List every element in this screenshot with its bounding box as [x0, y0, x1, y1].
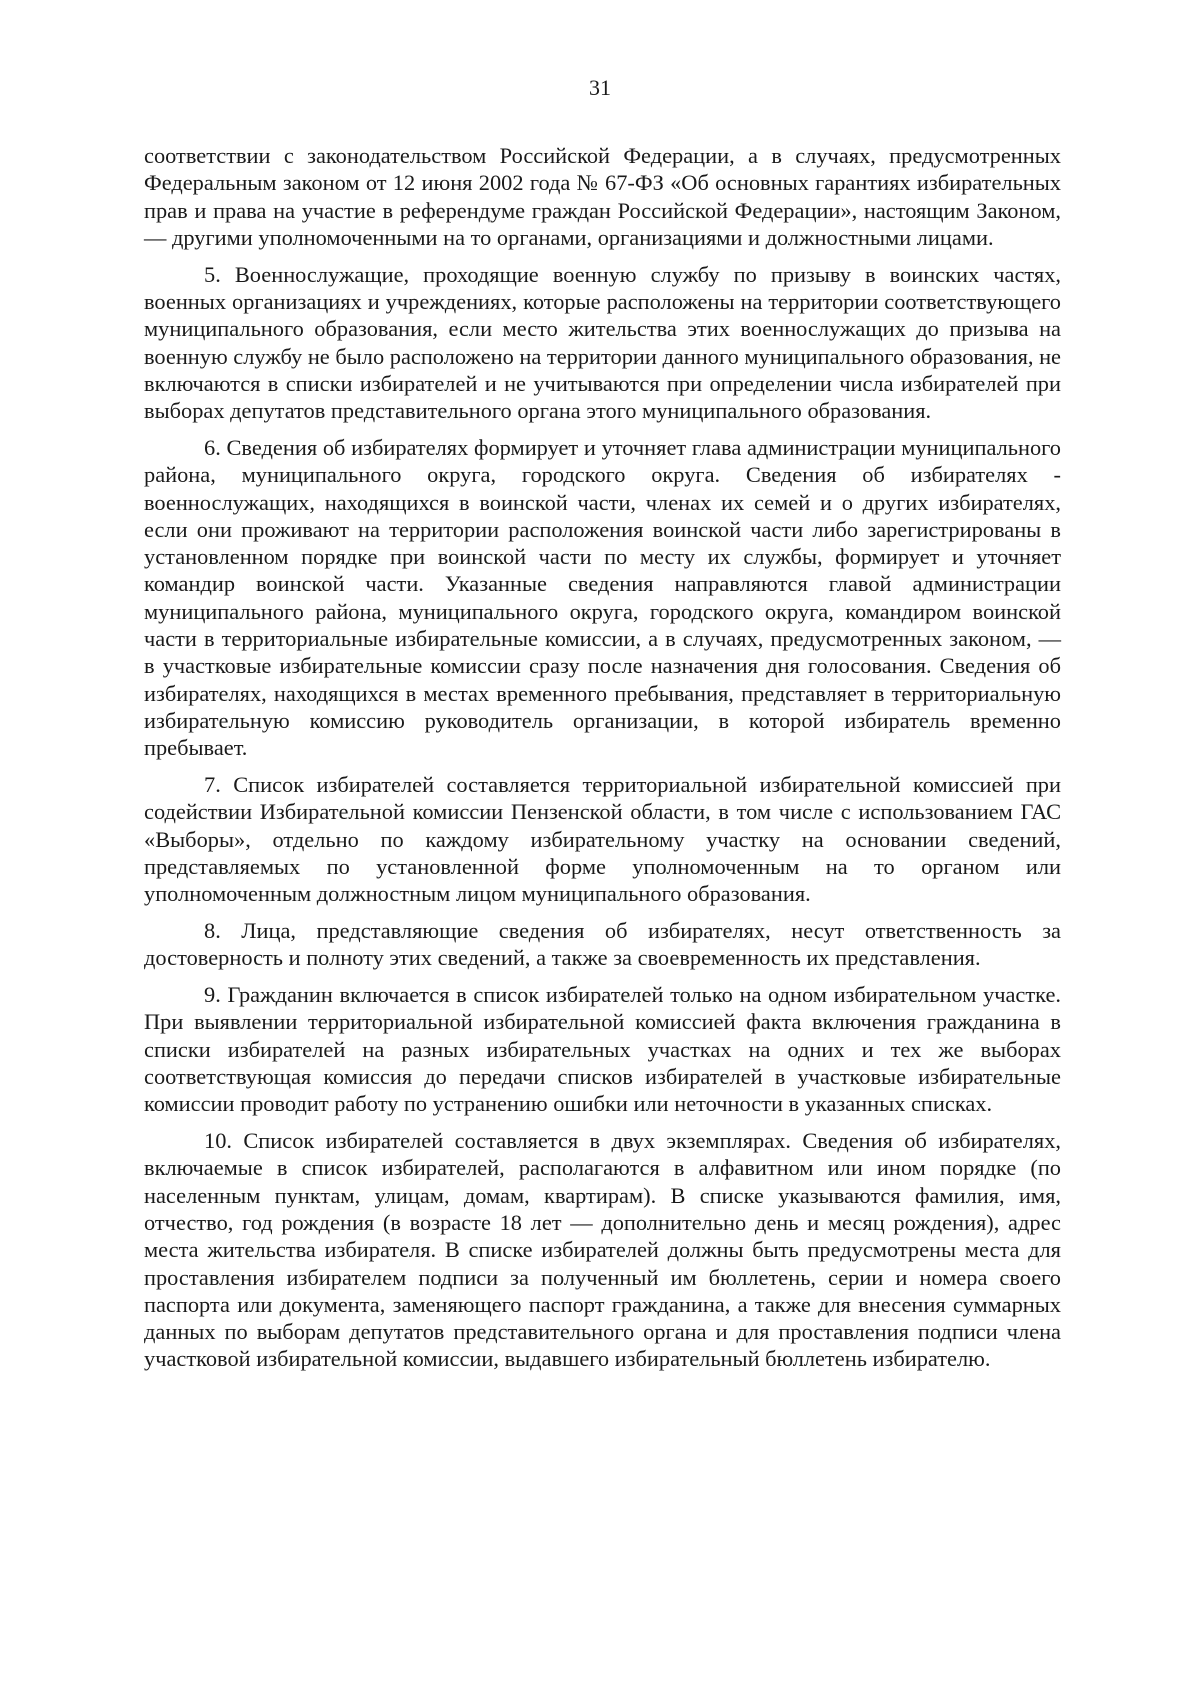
paragraph-item-7: 7. Список избирателей составляется территориальной избирательной комиссией при содействии Избирательной комиссии Пензенской области, в том числе с использованием ГАС «Выборы», отдельно по каждому избирательному участку на основании сведений, представляемых по установленной форме уполномоченным на то органом или уполномоченным должностным лицом муниципального образования.: [144, 772, 1061, 907]
paragraph-item-9: 9. Гражданин включается в список избирателей только на одном избирательном участке. При выявлении территориальной избирательной комиссией факта включения гражданина в списки избирателей на разных избирательных участках на одних и тех же выборах соответствующая комиссия до передачи списков избирателей в участковые избирательные комиссии проводит работу по устранению ошибки или неточности в указанных списках.: [144, 982, 1061, 1117]
paragraph-item-10: 10. Список избирателей составляется в двух экземплярах. Сведения об избирателях, включаемые в список избирателей, располагаются в алфавитном или ином порядке (по населенным пунктам, улицам, домам, квартирам). В списке указываются фамилия, имя, отчество, год рождения (в возрасте 18 лет — дополнительно день и месяц рождения), адрес места жительства избирателя. В списке избирателей должны быть предусмотрены места для проставления избирателем подписи за полученный им бюллетень, серии и номера своего паспорта или документа, заменяющего паспорт гражданина, а также для внесения суммарных данных по выборам депутатов представительного органа и для проставления подписи члена участковой избирательной комиссии, выдавшего избирательный бюллетень избирателю.: [144, 1128, 1061, 1372]
paragraph-item-6: 6. Сведения об избирателях формирует и уточняет глава администрации муниципального района, муниципального округа, городского округа. Сведения об избирателях - военнослужащих, находящихся в воинской части, членах их семей и о других избирателях, если они проживают на территории расположения воинской части либо зарегистрированы в установленном порядке при воинской части по месту их службы, формирует и уточняет командир воинской части. Указанные сведения направляются главой администрации муниципального района, муниципального округа, городского округа, командиром воинской части в территориальные избирательные комиссии, а в случаях, предусмотренных законом, — в участковые избирательные комиссии сразу после назначения дня голосования. Сведения об избирателях, находящихся в местах временного пребывания, представляет в территориальную избирательную комиссию руководитель организации, в которой избиратель временно пребывает.: [144, 434, 1061, 761]
paragraph-item-8: 8. Лица, представляющие сведения об избирателях, несут ответственность за достоверность и полноту этих сведений, а также за своевременность их представления.: [144, 918, 1061, 971]
page-number: 31: [589, 75, 611, 100]
document-body: [144, 142, 1061, 1373]
paragraph-continuation: соответствии с законодательством Российской Федерации, а в случаях, предусмотренных Федеральным законом от 12 июня 2002 года № 67-ФЗ «Об основных гарантиях избирательных прав и права на участие в референдуме граждан Российской Федерации», настоящим Законом, — другими уполномоченными на то органами, организациями и должностными лицами.: [144, 143, 1061, 250]
paragraph-item-5: 5. Военнослужащие, проходящие военную службу по призыву в воинских частях, военных организациях и учреждениях, которые расположены на территории соответствующего муниципального образования, если место жительства этих военнослужащих до призыва на военную службу не было расположено на территории данного муниципального образования, не включаются в списки избирателей и не учитываются при определении числа избирателей при выборах депутатов представительного органа этого муниципального образования.: [144, 261, 1061, 424]
